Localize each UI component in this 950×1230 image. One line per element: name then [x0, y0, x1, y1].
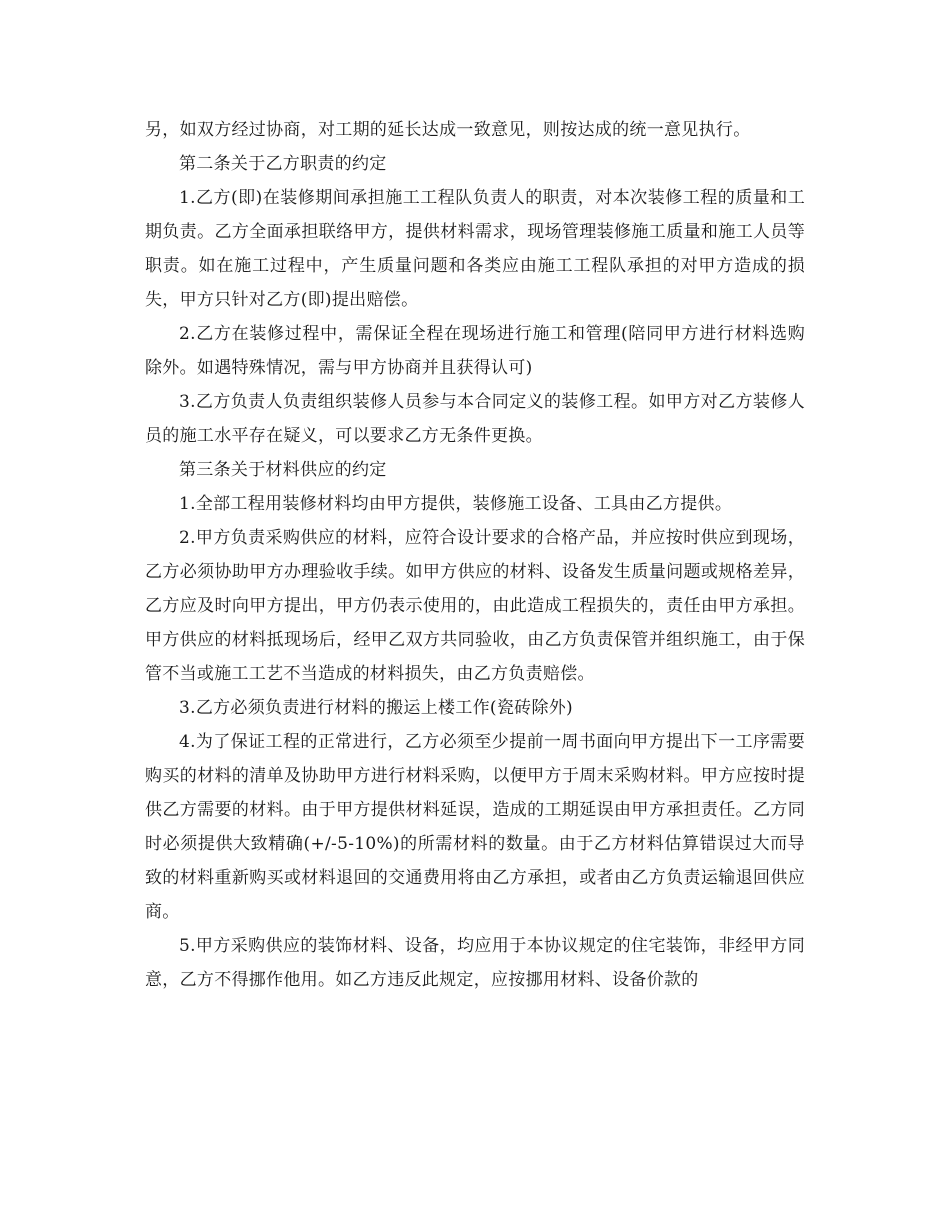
section-heading-article-2: 第二条关于乙方职责的约定 — [179, 154, 387, 174]
section-heading-article-3: 第三条关于材料供应的约定 — [179, 460, 387, 480]
paragraph-article-2-item-1: 1.乙方(即)在装修期间承担施工工程队负责人的职责，对本次装修工程的质量和工期负责。乙方全面承担联络甲方，提供材料需求，现场管理装修施工质量和施工人员等职责。如在施工过程中，产生质量问题和各类应由施工工程队承担的对甲方造成的损失，甲方只针对乙方(即)提出赔偿。 — [145, 188, 805, 310]
paragraph-article-3-item-1: 1.全部工程用装修材料均由甲方提供，装修施工设备、工具由乙方提供。 — [179, 494, 733, 514]
paragraph-article-3-item-3: 3.乙方必须负责进行材料的搬运上楼工作(瓷砖除外) — [179, 698, 573, 718]
paragraph-article-2-item-3: 3.乙方负责人负责组织装修人员参与本合同定义的装修工程。如甲方对乙方装修人员的施工水平存在疑义，可以要求乙方无条件更换。 — [145, 392, 805, 446]
document-body — [145, 113, 805, 997]
paragraph-article-3-item-4: 4.为了保证工程的正常进行，乙方必须至少提前一周书面向甲方提出下一工序需要购买的材料的清单及协助甲方进行材料采购，以便甲方于周末采购材料。甲方应按时提供乙方需要的材料。由于甲方提供材料延误，造成的工期延误由甲方承担责任。乙方同时必须提供大致精确(+/-5-10%)的所需材料的数量。由于乙方材料估算错误过大而导致的材料重新购买或材料退回的交通费用将由乙方承担，或者由乙方负责运输退回供应商。 — [145, 732, 805, 922]
paragraph-article-3-item-5: 5.甲方采购供应的装饰材料、设备，均应用于本协议规定的住宅装饰，非经甲方同意，乙方不得挪作他用。如乙方违反此规定，应按挪用材料、设备价款的 — [145, 936, 805, 990]
paragraph-continuation: 另，如双方经过协商，对工期的延长达成一致意见，则按达成的统一意见执行。 — [145, 120, 751, 140]
paragraph-article-2-item-2: 2.乙方在装修过程中，需保证全程在现场进行施工和管理(陪同甲方进行材料选购除外。如遇特殊情况，需与甲方协商并且获得认可) — [145, 324, 805, 378]
paragraph-article-3-item-2: 2.甲方负责采购供应的材料，应符合设计要求的合格产品，并应按时供应到现场，乙方必须协助甲方办理验收手续。如甲方供应的材料、设备发生质量问题或规格差异，乙方应及时向甲方提出，甲方仍表示使用的，由此造成工程损失的，责任由甲方承担。甲方供应的材料抵现场后，经甲乙双方共同验收，由乙方负责保管并组织施工，由于保管不当或施工工艺不当造成的材料损失，由乙方负责赔偿。 — [145, 528, 805, 684]
